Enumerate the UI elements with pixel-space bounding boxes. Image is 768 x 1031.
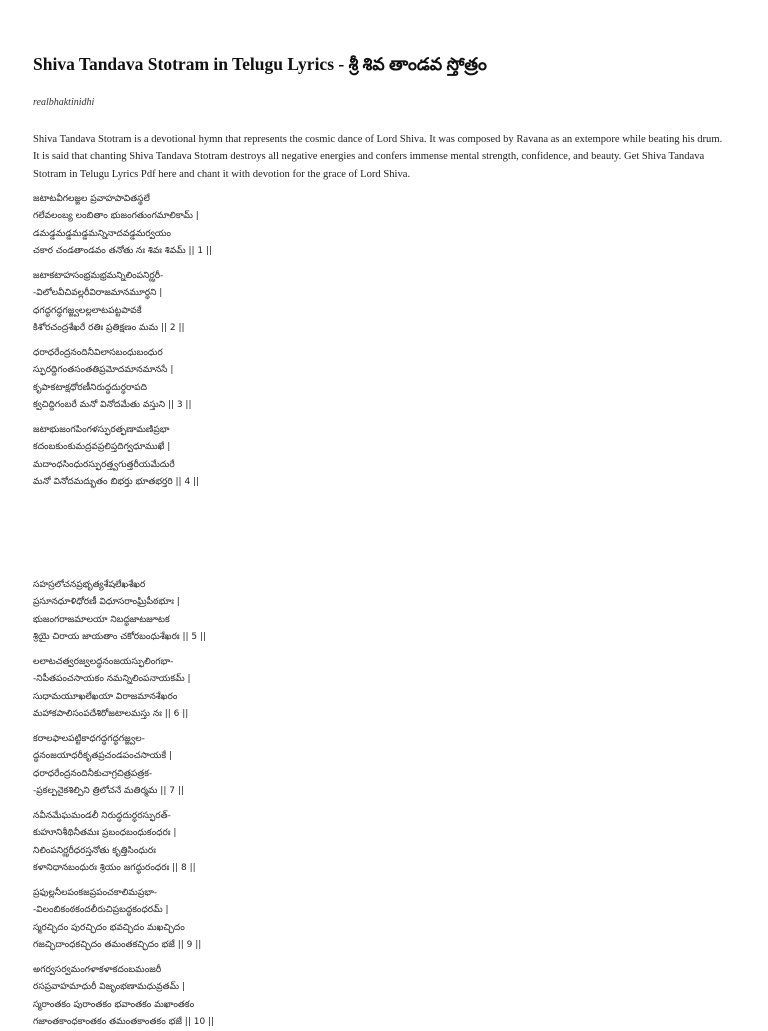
verse-line: గజాంతకాంధకాంతకం తమంతకాంతకం భజే || 10 || (33, 1016, 215, 1027)
verse-line: ప్రసూనధూళిధోరణీ విధూసరాంఘ్రిపీఠభూః | (33, 597, 180, 608)
author-name[interactable]: realbhaktinidhi (33, 97, 95, 108)
verse-line: ధరాధరేంద్రనందినీకుచాగ్రచిత్రపత్రక- (33, 768, 153, 779)
verse-3 (33, 345, 191, 414)
verse-line: సుధామయూఖలేఖయా విరాజమానశేఖరం (33, 691, 178, 702)
verse-line: కళానిధానబంధురః శ్రియం జగద్ధురంధరః || 8 || (33, 862, 196, 873)
verse-line: స్ఫురద్దిగంతసంతతిప్రమోదమానమానసే | (33, 365, 174, 376)
verse-line: సహస్రలోచనప్రభృత్యశేషలేఖశేఖర (33, 580, 146, 590)
verse-line: -విలోలవీచివల్లరీవిరాజమానమూర్ధని | (33, 288, 163, 299)
verse-line: చకార చండతాండవం తనోతు నః శివః శివమ్ || 1 || (33, 245, 213, 256)
verse-line: క్వచిద్దిగంబరే మనో వినోదమేతు వస్తుని || 3 || (33, 399, 192, 410)
verse-line: జటాటవీగలజ్జల ప్రవాహపావితస్థలే (33, 194, 150, 204)
verse-line: ధగద్ధగద్ధగజ్జ్వలల్లలాటపట్టపావకే (33, 305, 142, 316)
verse-line: -నిపీతపంచసాయకం నమన్నిలింపనాయకమ్ | (33, 674, 191, 685)
verse-line: ద్ధనంజయాధరీకృతప్రచండపంచసాయకే | (33, 751, 172, 762)
verse-line: మదాంధసింధురస్ఫురత్త్వగుత్తరీయమేదురే (33, 459, 175, 470)
verse-line: అగర్వసర్వమంగళాకళాకదంబమంజరీ (33, 965, 162, 975)
verse-line: జటాభుజంగపింగళస్ఫురత్ఫణామణిప్రభా (33, 425, 170, 435)
verse-line: జటాకటాహసంభ్రమభ్రమన్నిలింపనిర్ఝరీ- (33, 271, 164, 281)
verse-line: -విలంబికంఠకందలీరుచిప్రబద్ధకంధరమ్ | (33, 905, 169, 916)
verse-8 (33, 808, 196, 877)
verse-9 (33, 885, 201, 954)
verse-line: గలేవలంబ్య లంబితాం భుజంగతుంగమాలికామ్ | (33, 211, 199, 222)
verse-line: నిలింపనిర్ఝరీధరస్తనోతు కృత్తిసింధురః (33, 845, 156, 856)
verse-line: భుజంగరాజమాలయా నిబద్ధజాటజూటక (33, 614, 170, 625)
verse-1 (33, 191, 212, 260)
intro-paragraph: Shiva Tandava Stotram is a devotional hymn that represents the cosmic dance of Lord Shiva. It was composed by Ravana as an extempore while beating his drum. It is said that chanting Shiva Tandava Stotram destroys all negative energies and confers immense mental strength, confidence, and beauty. Get Shiva Tandava Stotram in Telugu Lyrics Pdf here and chant it with devotion for the grace of Lord Shiva. (33, 134, 723, 180)
verse-line: రసప్రవాహమాధురీ విజృంభణామధువ్రతమ్ | (33, 982, 185, 993)
verse-7 (33, 731, 184, 800)
verse-line: మనో వినోదమద్భుతం బిభర్తు భూతభర్తరి || 4 || (33, 476, 200, 487)
verse-line: ధరాధరేంద్రనందినీవిలాసబంధుబంధుర (33, 348, 163, 358)
verse-line: నవీనమేఘమండలీ నిరుద్ధదుర్ధరస్ఫురత్- (33, 811, 171, 821)
verse-line: స్మరచ్ఛిదం పురచ్ఛిదం భవచ్ఛిదం మఖచ్ఛిదం (33, 922, 185, 933)
verse-line: శ్రియై చిరాయ జాయతాం చకోరబంధుశేఖరః || 5 || (33, 631, 207, 642)
verse-5 (33, 577, 206, 646)
verse-2 (33, 268, 185, 337)
verse-line: కిశోరచంద్రశేఖరే రతిః ప్రతిక్షణం మమ || 2 || (33, 322, 185, 333)
verse-line: కుహూనిశీథినీతమః ప్రబంధబంధుకంధరః | (33, 828, 177, 839)
verse-6 (33, 654, 191, 723)
verse-line: గజచ్ఛిదాంధకచ్ఛిదం తమంతకచ్ఛిదం భజే || 9 || (33, 939, 202, 950)
verse-4 (33, 422, 199, 491)
verse-line: కరాలఫాలపట్టికాధగద్ధగద్ధగజ్జ్వల- (33, 734, 145, 744)
verse-line: ప్రఫుల్లనీలపంకజప్రపంచకాలిమప్రభా- (33, 888, 158, 898)
page-title: Shiva Tandava Stotram in Telugu Lyrics - శ్రీ శివ తాండవ స్తోత్రం (33, 54, 487, 74)
verse-line: -ప్రకల్పనైకశిల్పిని త్రిలోచనే మతిర్మమ || 7 || (33, 785, 184, 796)
verse-line: డమడ్డమడ్డమడ్డమన్నినాదవడ్డమర్వయం (33, 228, 171, 239)
verse-line: స్మరాంతకం పురాంతకం భవాంతకం మఖాంతకం (33, 999, 195, 1010)
verse-line: కదంబకుంకుమద్రవప్రలిప్తదిగ్వధూముఖే | (33, 442, 171, 453)
verse-line: లలాటచత్వరజ్వలద్ధనంజయస్ఫులింగభా- (33, 657, 174, 667)
verse-line: మహాకపాలిసంపదేశిరోజటాలమస్తు నః || 6 || (33, 708, 189, 719)
verse-10 (33, 962, 214, 1031)
verse-line: కృపాకటాక్షధోరణీనిరుద్ధదుర్ధరాపది (33, 382, 147, 393)
